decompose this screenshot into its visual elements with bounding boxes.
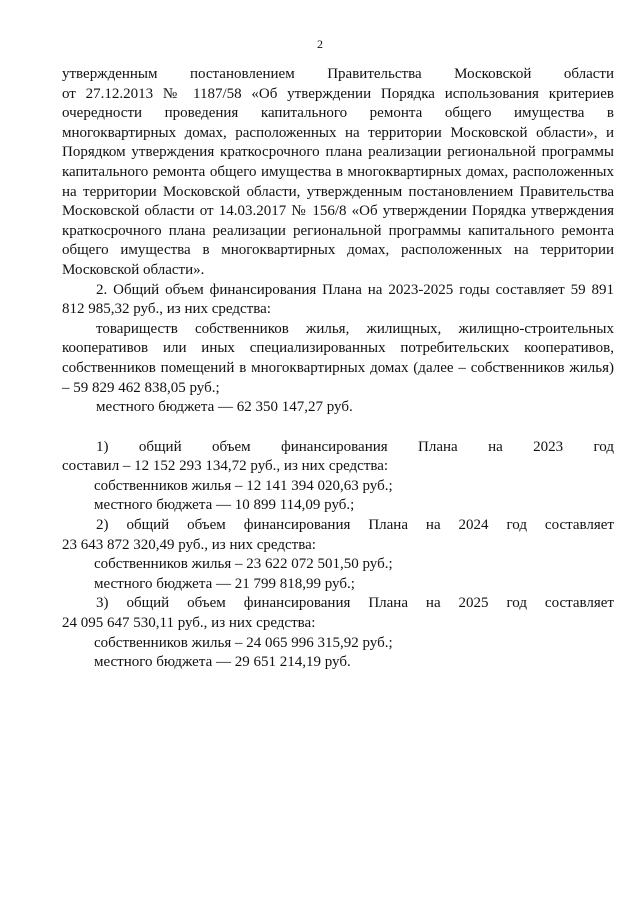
- paragraph-owners-funds: товариществ собственников жилья, жилищных, жилищно-строительных кооперативов или иных специализированных потребительских кооперативов, собственников помещений в многоквартирных домах (далее – собственников жилья) – 59 829 462 838,05 руб.;: [62, 320, 614, 396]
- paragraph-legal-basis-line1: утвержденным постановлением Правительства Московской области: [62, 66, 614, 82]
- year-2025-owners: собственников жилья – 24 065 996 315,92 руб.;: [94, 634, 393, 651]
- year-2025-budget: местного бюджета — 29 651 214,19 руб.: [94, 654, 351, 671]
- year-2025-heading: 3) общий объем финансирования Плана на 2025 год составляет: [96, 595, 614, 612]
- paragraph-legal-basis: от 27.12.2013 № 1187/58 «Об утверждении Порядка использования критериев очередности проведения капитального ремонта общего имущества в многоквартирных домах, расположенных на территории Московской области», и Порядком утверждения краткосрочного плана реализации региональной программы капитального ремонта общего имущества в многоквартирных домах, расположенных на территории Московской области, утвержденным постановлением Правительства Московской области от 14.03.2017 № 156/8 «Об утверждении Порядка утверждения краткосрочного плана реализации региональной программы капитального ремонта общего имущества в многоквартирных домах, расположенных на территории Московской области».: [62, 85, 614, 278]
- paragraph-total-financing: 2. Общий объем финансирования Плана на 2023-2025 годы составляет 59 891 812 985,32 руб., из них средства:: [62, 281, 614, 318]
- paragraph-local-budget: местного бюджета — 62 350 147,27 руб.: [96, 399, 353, 416]
- year-2023-continuation: составил – 12 152 293 134,72 руб., из них средства:: [62, 458, 389, 475]
- year-2024-budget: местного бюджета — 21 799 818,99 руб.;: [94, 575, 355, 592]
- year-2023-heading: 1) общий объем финансирования Плана на 2023 год: [96, 438, 614, 455]
- year-2023-budget: местного бюджета — 10 899 114,09 руб.;: [94, 497, 355, 514]
- year-2024-continuation: 23 643 872 320,49 руб., из них средства:: [62, 536, 316, 553]
- year-2024-heading: 2) общий объем финансирования Плана на 2024 год составляет: [96, 517, 614, 534]
- year-2025-continuation: 24 095 647 530,11 руб., из них средства:: [62, 615, 316, 632]
- page-number: 2: [317, 37, 323, 51]
- year-2023-owners: собственников жилья – 12 141 394 020,63 руб.;: [94, 477, 393, 494]
- document-body: [62, 65, 614, 673]
- year-2024-owners: собственников жилья – 23 622 072 501,50 руб.;: [94, 556, 393, 573]
